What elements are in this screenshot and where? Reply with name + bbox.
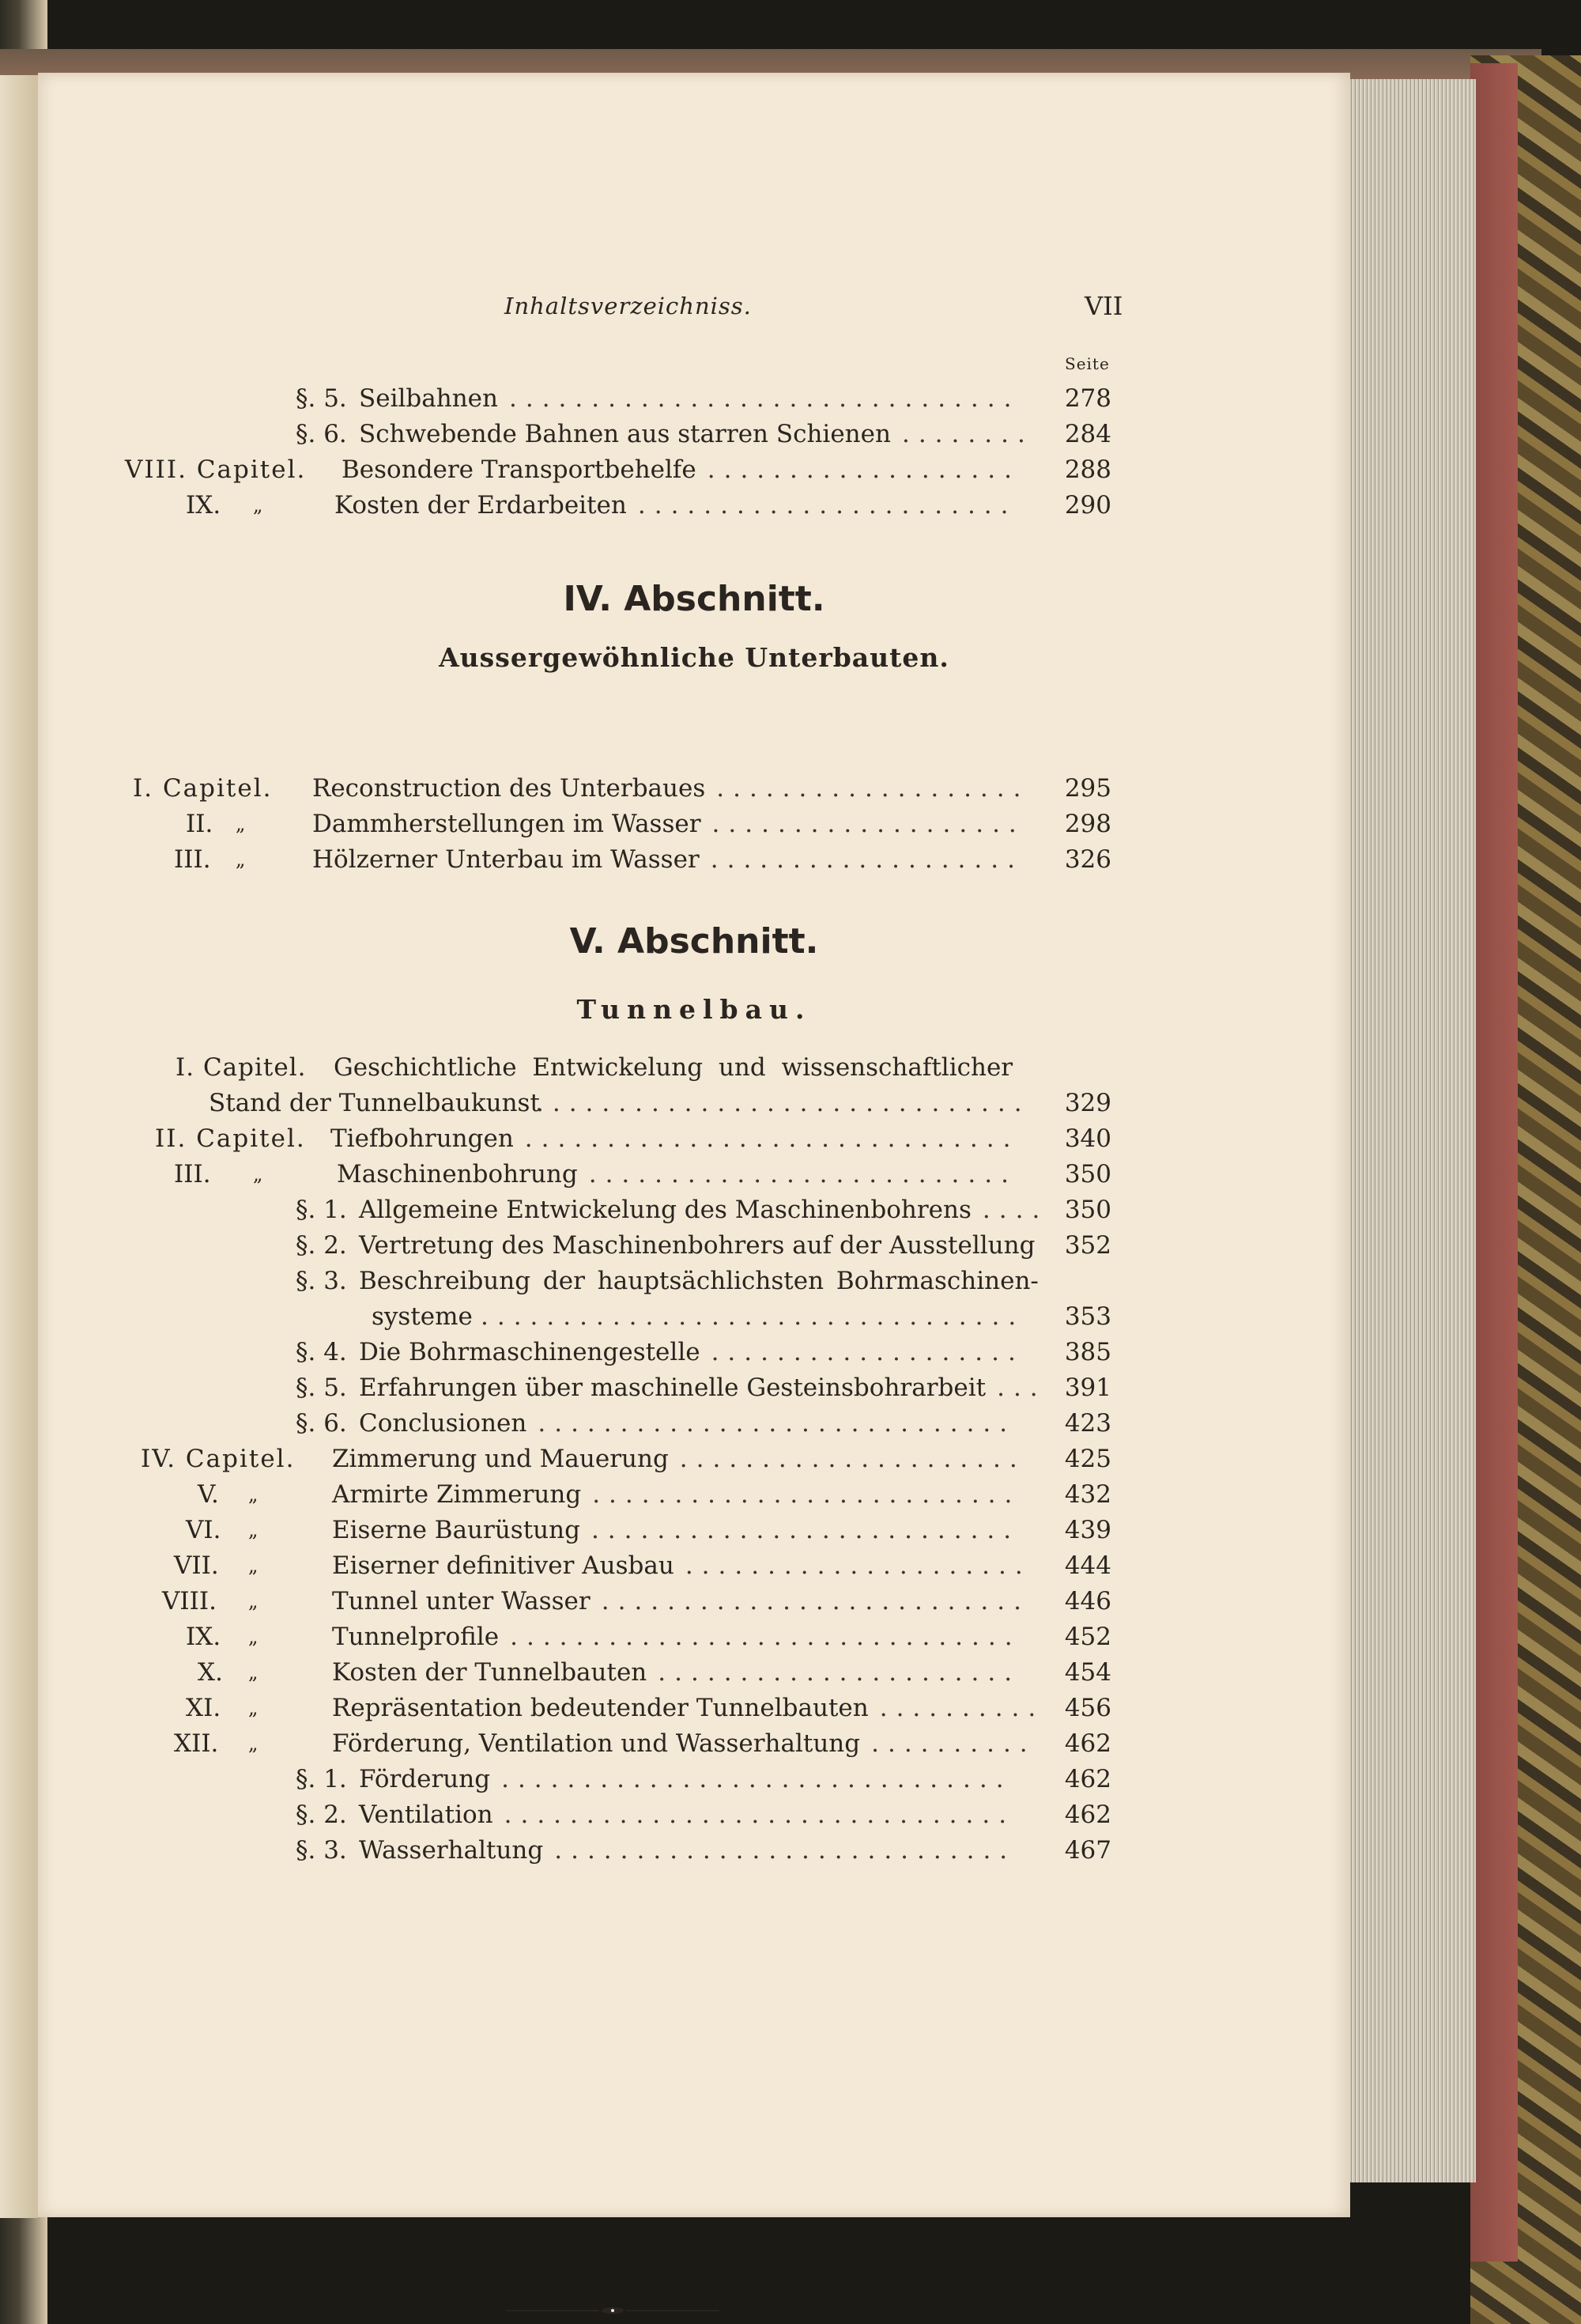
entry-title-continued: Stand der Tunnelbaukunst xyxy=(209,1089,540,1117)
entry-title: Ventilation xyxy=(359,1801,493,1829)
dot-leader: .......... xyxy=(879,1694,1045,1722)
ditto-mark: „ xyxy=(248,1519,258,1541)
facing-page-edge xyxy=(0,75,38,2218)
toc-row xyxy=(38,807,1111,841)
entry-title: Armirte Zimmerung xyxy=(332,1480,582,1509)
entry-number: X. xyxy=(198,1658,223,1687)
entry-title: Eiserner definitiver Ausbau xyxy=(332,1551,674,1580)
entry-title: Maschinenbohrung xyxy=(337,1160,578,1188)
dot-leader: ................... xyxy=(707,455,1021,484)
entry-number: IX. xyxy=(186,1623,221,1651)
dot-leader: ................... xyxy=(710,845,1024,874)
dot-leader: ............................... xyxy=(510,1623,1021,1651)
entry-number: II. Capitel. xyxy=(155,1124,306,1153)
entry-title: Dammherstellungen im Wasser xyxy=(312,810,701,838)
dot-leader: ............................... xyxy=(504,1801,1016,1829)
entry-title: Tunnel unter Wasser xyxy=(332,1587,591,1615)
page-reference: 385 xyxy=(1064,1338,1111,1366)
toc-row xyxy=(38,381,1111,416)
entry-number: VI. xyxy=(186,1516,221,1544)
dot-leader: .............................. xyxy=(524,1124,1020,1153)
page-reference: 278 xyxy=(1064,384,1111,413)
entry-number: VII. xyxy=(174,1551,219,1580)
dot-leader: ................................. xyxy=(481,1302,1025,1331)
dot-leader: ............................ xyxy=(554,1836,1017,1865)
toc-row xyxy=(38,1121,1111,1156)
entry-title: Förderung xyxy=(359,1765,491,1793)
entry-number: XI. xyxy=(186,1694,221,1722)
ditto-mark: „ xyxy=(248,1626,258,1648)
toc-row xyxy=(38,1548,1111,1583)
entry-number: II. xyxy=(186,810,213,838)
toc-row xyxy=(38,1655,1111,1690)
entry-number: §. 2. xyxy=(296,1801,347,1829)
entry-number: III. xyxy=(174,1160,211,1188)
page-reference: 446 xyxy=(1064,1587,1111,1615)
toc-row xyxy=(38,1335,1111,1370)
cover-spine xyxy=(1470,63,1518,2262)
dot-leader: ... xyxy=(997,1374,1047,1402)
dot-leader: ............................... xyxy=(508,384,1021,413)
toc-row xyxy=(38,1619,1111,1654)
page-reference: 350 xyxy=(1064,1160,1111,1188)
entry-number: IX. xyxy=(186,491,221,520)
entry-number: §. 4. xyxy=(296,1338,347,1366)
entry-number: §. 6. xyxy=(296,1409,347,1438)
dot-leader: .... xyxy=(982,1196,1049,1224)
page-reference: 353 xyxy=(1064,1302,1111,1331)
page-reference: 290 xyxy=(1064,491,1111,520)
dot-leader: ..................... xyxy=(679,1445,1026,1473)
dot-leader: ............................. xyxy=(538,1409,1017,1438)
dot-leader: ....................... xyxy=(637,491,1017,520)
entry-title: Vertretung des Maschinenbohrers auf der Ausstellung xyxy=(359,1231,1036,1260)
page-number: VII xyxy=(1085,291,1123,321)
ornamental-divider xyxy=(506,2303,719,2318)
entry-number: III. xyxy=(174,845,211,874)
dot-leader: .......................... xyxy=(601,1587,1030,1615)
entry-number: VIII. xyxy=(162,1587,217,1615)
dot-leader: .......................... xyxy=(591,1516,1021,1544)
page-reference: 462 xyxy=(1064,1765,1111,1793)
entry-title: Erfahrungen über maschinelle Gesteinsbohrarbeit xyxy=(359,1374,987,1402)
page-reference: 288 xyxy=(1064,455,1111,484)
book-page xyxy=(38,73,1350,2217)
page-reference: 284 xyxy=(1064,420,1111,448)
entry-title: Hölzerner Unterbau im Wasser xyxy=(312,845,700,874)
toc-row xyxy=(38,842,1111,877)
entry-number: §. 3. xyxy=(296,1836,347,1865)
toc-row xyxy=(38,1797,1111,1832)
page-reference: 326 xyxy=(1064,845,1111,874)
ditto-mark: „ xyxy=(236,813,246,835)
entry-title: Förderung, Ventilation und Wasserhaltung xyxy=(332,1729,861,1758)
section-title: IV. Abschnitt. xyxy=(563,579,825,619)
entry-title: Besondere Transportbehelfe xyxy=(341,455,696,484)
toc-row xyxy=(38,1691,1111,1725)
toc-row xyxy=(38,1050,1111,1085)
entry-title: Schwebende Bahnen aus starren Schienen xyxy=(359,420,891,448)
entry-title: Wasserhaltung xyxy=(359,1836,544,1865)
page-reference: 454 xyxy=(1064,1658,1111,1687)
ditto-mark: „ xyxy=(248,1590,258,1612)
entry-title: Kosten der Erdarbeiten xyxy=(334,491,627,520)
toc-row xyxy=(38,1442,1111,1476)
toc-row xyxy=(38,1192,1111,1227)
entry-number: VIII. Capitel. xyxy=(125,455,307,484)
page-reference: 329 xyxy=(1064,1089,1111,1117)
entry-number: I. Capitel. xyxy=(175,1053,307,1082)
toc-row xyxy=(38,1086,1111,1120)
page-reference: 439 xyxy=(1064,1516,1111,1544)
table-of-contents xyxy=(38,73,1350,2217)
page-reference: 462 xyxy=(1064,1729,1111,1758)
entry-title: Geschichtliche Entwickelung und wissenschaftlicher xyxy=(334,1053,1013,1082)
entry-title: Tiefbohrungen xyxy=(330,1124,514,1153)
page-reference: 444 xyxy=(1064,1551,1111,1580)
toc-row xyxy=(38,771,1111,806)
page-reference: 391 xyxy=(1064,1374,1111,1402)
ditto-mark: „ xyxy=(248,1483,258,1506)
ditto-mark: „ xyxy=(253,494,263,516)
page-reference: 340 xyxy=(1064,1124,1111,1153)
entry-number: §. 5. xyxy=(296,384,347,413)
toc-row xyxy=(38,1513,1111,1547)
ditto-mark: „ xyxy=(236,848,246,871)
toc-row xyxy=(38,1370,1111,1405)
entry-number: §. 2. xyxy=(296,1231,347,1260)
entry-number: §. 1. xyxy=(296,1196,347,1224)
dot-leader: ................... xyxy=(711,810,1025,838)
toc-row xyxy=(38,452,1111,487)
entry-title: Reconstruction des Unterbaues xyxy=(312,774,706,803)
entry-title: Kosten der Tunnelbauten xyxy=(332,1658,647,1687)
toc-row xyxy=(38,1264,1111,1298)
dot-leader: .......................... xyxy=(592,1480,1021,1509)
toc-row xyxy=(38,1406,1111,1441)
entry-number: I. Capitel. xyxy=(133,774,273,803)
page-reference: 350 xyxy=(1064,1196,1111,1224)
section-title: V. Abschnitt. xyxy=(569,921,819,962)
section-subtitle: Tunnelbau. xyxy=(576,994,812,1025)
entry-title: Conclusionen xyxy=(359,1409,527,1438)
dot-leader: .......... xyxy=(871,1729,1036,1758)
page-reference: 298 xyxy=(1064,810,1111,838)
entry-title-continued: systeme xyxy=(372,1302,473,1331)
entry-title: Zimmerung und Mauerung xyxy=(332,1445,669,1473)
ditto-mark: „ xyxy=(253,1163,263,1185)
dot-leader: ..................... xyxy=(685,1551,1032,1580)
entry-title: Repräsentation bedeutender Tunnelbauten xyxy=(332,1694,869,1722)
dot-leader: ............................... xyxy=(501,1765,1013,1793)
toc-row xyxy=(38,1762,1111,1797)
toc-row xyxy=(38,488,1111,523)
entry-number: V. xyxy=(198,1480,219,1509)
page-reference: 295 xyxy=(1064,774,1111,803)
entry-title: Seilbahnen xyxy=(359,384,498,413)
toc-row xyxy=(38,1477,1111,1512)
ditto-mark: „ xyxy=(248,1697,258,1719)
section-subtitle: Aussergewöhnliche Unterbauten. xyxy=(439,642,949,673)
page-reference: 456 xyxy=(1064,1694,1111,1722)
dot-leader: .......................... xyxy=(588,1160,1017,1188)
entry-number: §. 5. xyxy=(296,1374,347,1402)
ditto-mark: „ xyxy=(248,1555,258,1577)
toc-row xyxy=(38,417,1111,452)
dot-leader: ........ xyxy=(901,420,1034,448)
page-reference: 432 xyxy=(1064,1480,1111,1509)
entry-number: IV. Capitel. xyxy=(141,1445,296,1473)
entry-title: Beschreibung der hauptsächlichsten Bohrmaschinen- xyxy=(359,1267,1039,1295)
entry-number: §. 6. xyxy=(296,420,347,448)
page-reference: 425 xyxy=(1064,1445,1111,1473)
column-label: Seite xyxy=(1065,354,1110,373)
page-reference: 423 xyxy=(1064,1409,1111,1438)
page-reference: 462 xyxy=(1064,1801,1111,1829)
entry-number: §. 3. xyxy=(296,1267,347,1295)
toc-row xyxy=(38,1726,1111,1761)
toc-row xyxy=(38,1833,1111,1868)
page-reference: 452 xyxy=(1064,1623,1111,1651)
page-reference: 352 xyxy=(1064,1231,1111,1260)
page-reference: 467 xyxy=(1064,1836,1111,1865)
toc-row xyxy=(38,1157,1111,1192)
running-title: Inhaltsverzeichniss. xyxy=(504,293,752,319)
toc-row xyxy=(38,1299,1111,1334)
toc-row xyxy=(38,1228,1111,1263)
page-edges xyxy=(1344,79,1476,2182)
entry-title: Allgemeine Entwickelung des Maschinenbohrens xyxy=(359,1196,972,1224)
toc-row xyxy=(38,1584,1111,1619)
entry-title: Tunnelprofile xyxy=(332,1623,500,1651)
dot-leader: ................... xyxy=(711,1338,1024,1366)
ditto-mark: „ xyxy=(248,1661,258,1683)
entry-number: XII. xyxy=(174,1729,219,1758)
entry-number: §. 1. xyxy=(296,1765,347,1793)
entry-title: Eiserne Baurüstung xyxy=(332,1516,580,1544)
dot-leader: ...................... xyxy=(658,1658,1021,1687)
ditto-mark: „ xyxy=(248,1733,258,1755)
dot-leader: .............................. xyxy=(536,1089,1031,1117)
entry-title: Die Bohrmaschinengestelle xyxy=(359,1338,700,1366)
dot-leader: ................... xyxy=(716,774,1030,803)
